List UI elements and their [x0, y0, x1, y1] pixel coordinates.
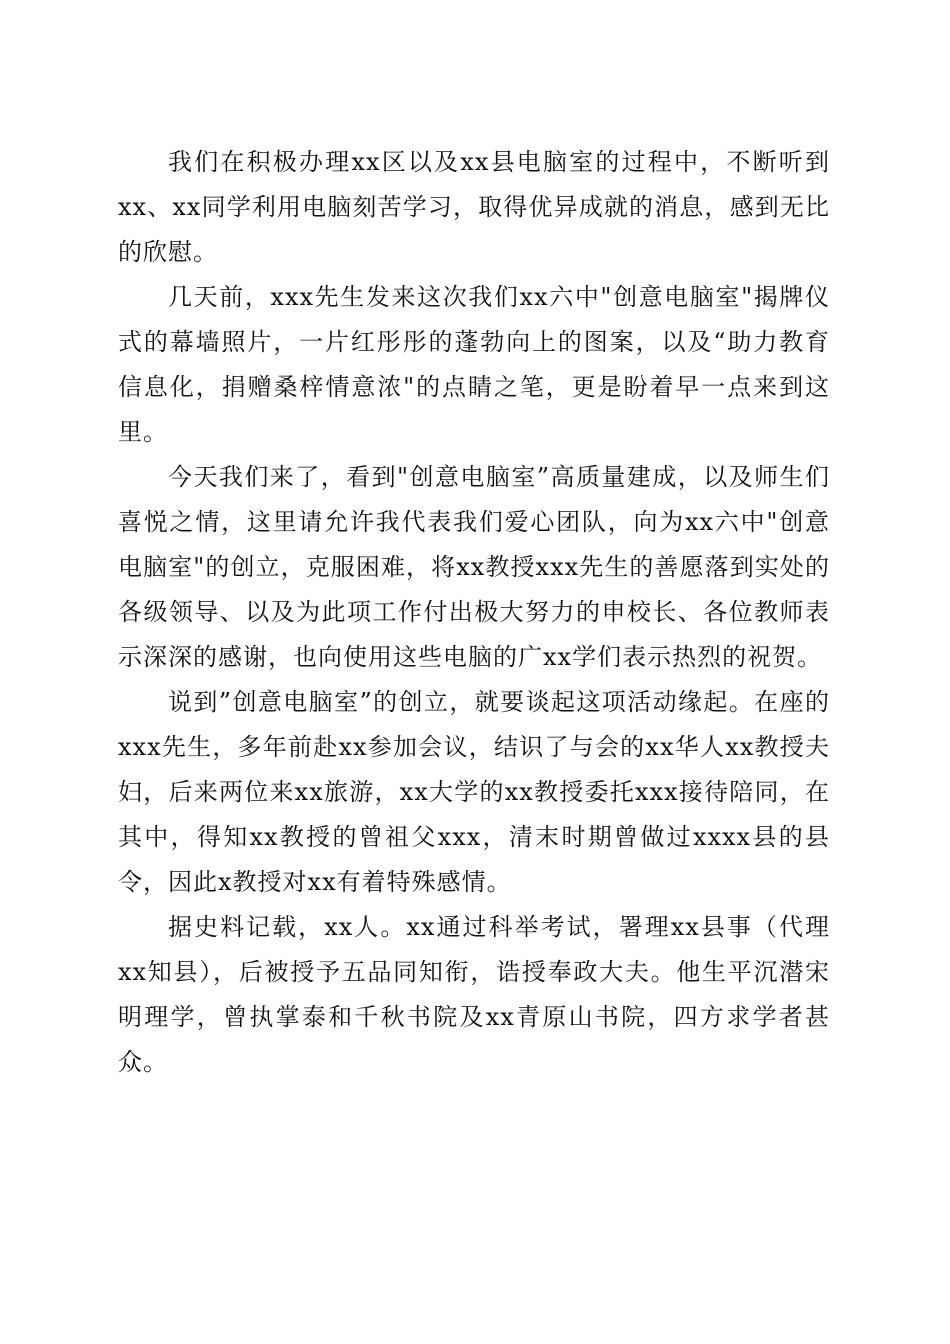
paragraph-1: 我们在积极办理xx区以及xx县电脑室的过程中，不断听到xx、xx同学利用电脑刻苦学习，取得优异成就的消息，感到无比的欣慰。: [118, 148, 830, 266]
document-body: [118, 140, 830, 1085]
paragraph-3: 今天我们来了，看到"创意电脑室”高质量建成，以及师生们喜悦之情，这里请允许我代表我们爱心团队，向为xx六中"创意电脑室"的创立，克服困难，将xx教授xxx先生的善愿落到实处的各级领导、以及为此项工作付出极大努力的申校长、各位教师表示深深的感谢，也向使用这些电脑的广xx学们表示热烈的祝贺。: [118, 463, 830, 671]
paragraph-5: 据史料记载，xx人。xx通过科举考试，署理xx县事（代理xx知县），后被授予五品同知衔，诰授奉政大夫。他生平沉潜宋明理学，曾执掌泰和千秋书院及xx青原山书院，四方求学者甚众。: [118, 913, 830, 1076]
paragraph-2: 几天前，xxx先生发来这次我们xx六中"创意电脑室"揭牌仪式的幕墙照片，一片红彤彤的蓬勃向上的图案，以及“助力教育信息化，捐赠桑梓情意浓"的点睛之笔，更是盼着早一点来到这里。: [118, 283, 830, 446]
paragraph-4: 说到”创意电脑室”的创立，就要谈起这项活动缘起。在座的xxx先生，多年前赴xx参加会议，结识了与会的xx华人xx教授夫妇，后来两位来xx旅游，xx大学的xx教授委托xxx接待陪同，在其中，得知xx教授的曾祖父xxx，清末时期曾做过xxxx县的县令，因此x教授对xx有着特殊感情。: [118, 688, 830, 896]
